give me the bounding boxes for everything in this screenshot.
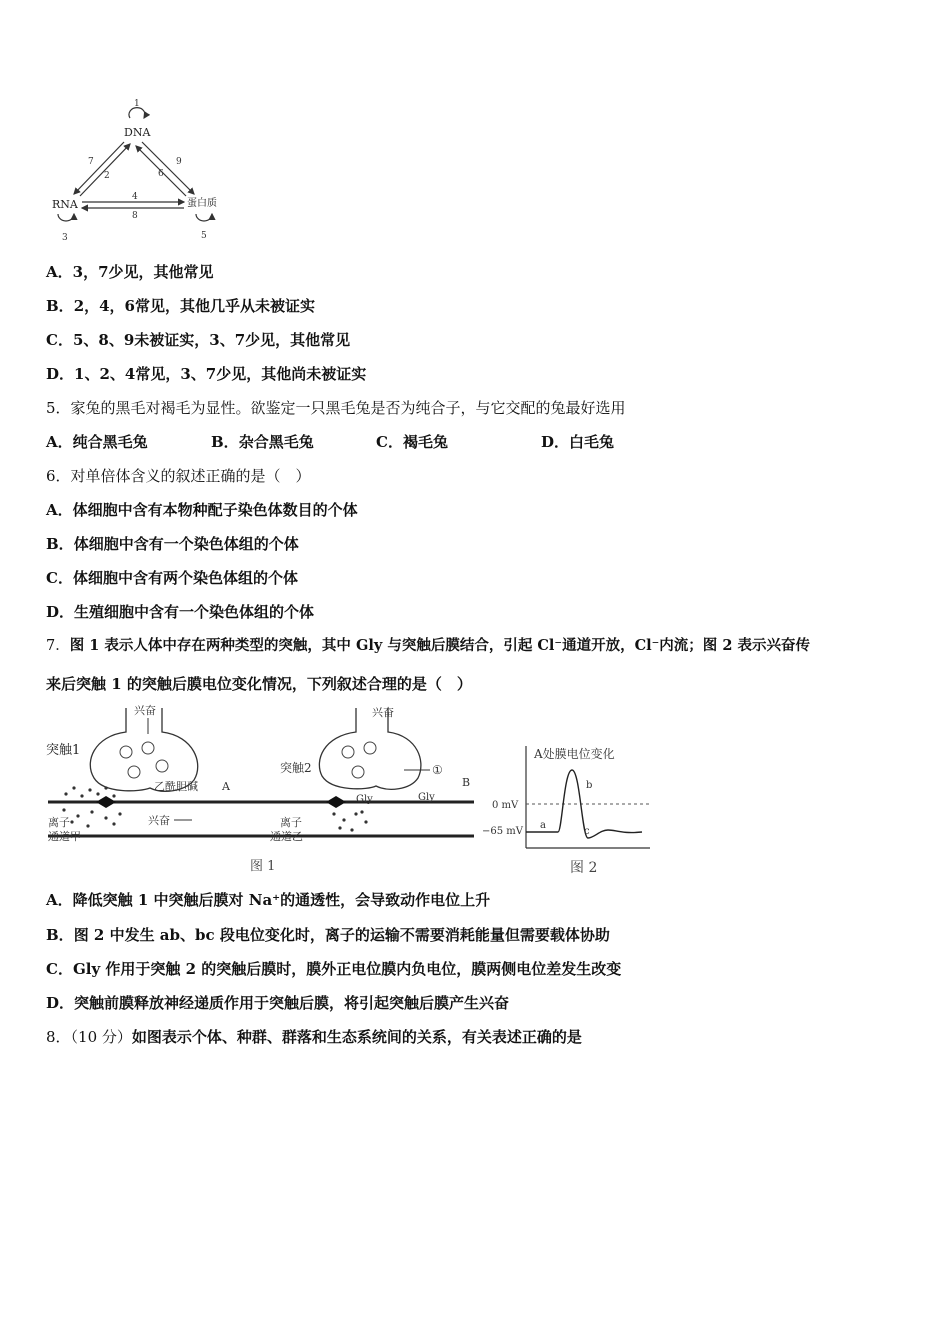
node-rna: RNA <box>52 198 78 211</box>
loop-5 <box>196 214 212 221</box>
arrow-label-8: 8 <box>132 211 138 221</box>
arrow-label-3: 3 <box>62 233 68 243</box>
q4-option-c[interactable]: C．5、8、9未被证实，3、7少见，其他常见 <box>46 331 351 349</box>
q6-option-c[interactable]: C．体细胞中含有两个染色体组的个体 <box>46 569 298 587</box>
central-dogma-diagram <box>44 96 234 246</box>
q7-option-d[interactable]: D．突触前膜释放神经递质作用于突触后膜，将引起突触后膜产生兴奋 <box>46 994 510 1012</box>
point-b: b <box>586 780 593 791</box>
arrow-label-4: 4 <box>132 192 138 202</box>
arrow-label-2: 2 <box>104 171 110 181</box>
arrow-label-1: 1 <box>134 99 140 109</box>
synapse1-terminal <box>90 708 197 791</box>
arrow-label-7: 7 <box>88 157 94 167</box>
q5-options <box>46 432 614 452</box>
q8-stem: 8．（10 分）如图表示个体、种群、群落和生态系统间的关系，有关表述正确的是 <box>46 1028 582 1046</box>
q7-option-b[interactable]: B．图 2 中发生 ab、bc 段电位变化时，离子的运输不需要消耗能量但需要载体协助 <box>46 926 610 944</box>
q5-stem: 5．家兔的黑毛对褐毛为显性。欲鉴定一只黑毛兔是否为纯合子，与它交配的兔最好选用 <box>46 399 626 417</box>
ach-label: 乙酰胆碱 <box>154 780 198 793</box>
node-dna: DNA <box>124 126 151 139</box>
ion-channel-a-line2: 通道甲 <box>48 830 81 843</box>
label-0mv: 0 mV <box>492 800 519 811</box>
node-protein: 蛋白质 <box>187 198 217 209</box>
q7-stem-line1: 7．图 1 表示人体中存在两种类型的突触，其中 Gly 与突触后膜结合，引起 Cl⁻通道开放，Cl⁻内流；图 2 表示兴奋传 <box>46 637 810 654</box>
synapse2-terminal <box>319 708 421 789</box>
loop-1 <box>129 108 145 118</box>
q4-option-d[interactable]: D．1、2、4常见，3、7少见，其他尚未被证实 <box>46 365 367 383</box>
arrow-label-5: 5 <box>201 231 207 241</box>
q5-option-a[interactable]: A．纯合黑毛兔 <box>46 433 148 451</box>
excite-label-3: 兴奋 <box>372 706 394 719</box>
membrane-potential-chart <box>482 730 652 880</box>
marker-b: B <box>462 776 471 789</box>
ion-channel-a-line1: 离子 <box>48 816 70 829</box>
q5-option-c[interactable]: C．褐毛兔 <box>376 433 448 451</box>
q6-stem: 6．对单倍体含义的叙述正确的是（ ） <box>46 467 311 485</box>
ion-channel-b-line1: 离子 <box>280 816 302 829</box>
q7-option-c[interactable]: C．Gly 作用于突触 2 的突触后膜时，膜外正电位膜内负电位，膜两侧电位差发生改变 <box>46 960 622 978</box>
q6-option-a[interactable]: A．体细胞中含有本物种配子染色体数目的个体 <box>46 501 358 519</box>
point-a: a <box>540 820 546 831</box>
synapse1-label: 突触1 <box>46 743 81 758</box>
excite-label-1: 兴奋 <box>134 704 156 717</box>
arrow-label-9: 9 <box>176 157 182 167</box>
fig2-caption: 图 2 <box>570 860 598 876</box>
fig1-caption: 图 1 <box>250 859 276 874</box>
arrow-label-6: 6 <box>158 169 164 179</box>
q4-option-b[interactable]: B．2，4，6常见，其他几乎从未被证实 <box>46 297 316 315</box>
gly-label-1: Gly <box>356 794 373 805</box>
gly-label-2: Gly <box>418 792 435 803</box>
q5-option-b[interactable]: B．杂合黑毛兔 <box>211 433 314 451</box>
point-c: c <box>584 826 590 837</box>
q5-option-d[interactable]: D．白毛兔 <box>541 433 615 451</box>
q7-stem-line2: 来后突触 1 的突触后膜电位变化情况，下列叙述合理的是（ ） <box>46 675 472 693</box>
circle-one-label: ① <box>432 763 443 777</box>
synapse-figure <box>44 702 484 878</box>
synapse2-label: 突触2 <box>280 761 312 775</box>
label-65mv: −65 mV <box>482 826 523 837</box>
q6-option-d[interactable]: D．生殖细胞中含有一个染色体组的个体 <box>46 603 315 621</box>
loop-3 <box>58 214 74 221</box>
marker-a: A <box>222 780 230 793</box>
excite-label-2: 兴奋 <box>148 814 170 827</box>
q7-option-a[interactable]: A．降低突触 1 中突触后膜对 Na⁺的通透性，会导致动作电位上升 <box>46 891 491 909</box>
q6-option-b[interactable]: B．体细胞中含有一个染色体组的个体 <box>46 535 299 553</box>
ion-channel-b-line2: 通道乙 <box>270 830 303 843</box>
fig2-title: A处膜电位变化 <box>534 747 615 761</box>
q4-option-a[interactable]: A．3，7少见，其他常见 <box>46 263 214 281</box>
